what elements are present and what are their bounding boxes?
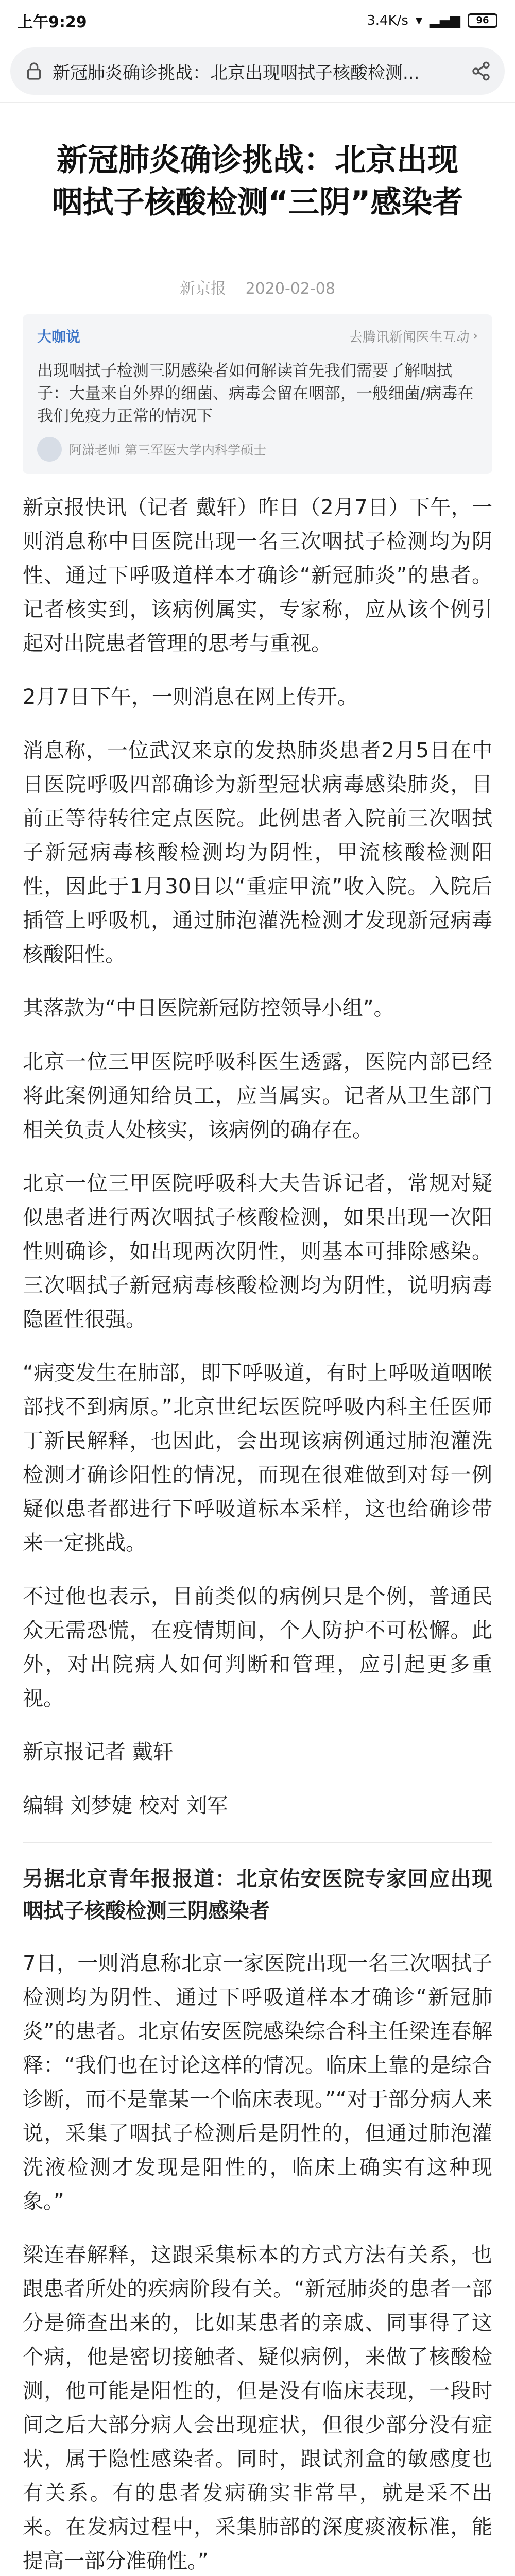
expert-qa-card[interactable] [23, 314, 492, 474]
qa-link[interactable]: 去腾讯新闻医生互动 [349, 329, 470, 345]
divider [0, 102, 515, 103]
qa-question: 出现咽拭子检测三阴感染者如何解读首先我们需要了解咽拭子：大量来自外界的细菌、病毒会留在咽部，一般细菌/病毒在我们免疫力正常的情况下 [37, 362, 474, 426]
article-source[interactable]: 新京报 [180, 280, 227, 298]
article-headline: 新冠肺炎确诊挑战：北京出现咽拭子核酸检测“三阴”感染者 [52, 142, 464, 221]
signal-icon: ▂▄▆ [430, 13, 460, 28]
paragraph: 其落款为“中日医院新冠防控领导小组”。 [23, 996, 394, 1020]
paragraph: 2月7日下午，一则消息在网上传开。 [23, 685, 358, 709]
share-icon[interactable] [471, 61, 491, 81]
paragraph: “病变发生在肺部，即下呼吸道，有时上呼吸道咽喉部找不到病原。”北京世纪坛医院呼吸内科主任医师丁新民解释，也因此，会出现该病例通过肺泡灌洗检测才确诊阳性的情况，而现在很难做到对每一例疑似患者都进行下呼吸道标本采样，这也给确诊带来一定挑战。 [23, 1361, 492, 1555]
article-meta [0, 276, 515, 298]
avatar [37, 437, 62, 462]
qa-header [37, 326, 478, 346]
qa-author-row [37, 437, 478, 462]
qa-brand: 大咖说 [37, 328, 81, 345]
paragraph: 不过他也表示，目前类似的病例只是个例，普通民众无需恐慌，在疫情期间，个人防护不可松懈。此外，对出院病人如何判断和管理，应引起更多重视。 [23, 1585, 492, 1710]
article-body [23, 490, 492, 2576]
lock-icon [24, 61, 44, 81]
wifi-icon: ▾ [415, 13, 422, 28]
section-divider [23, 1842, 492, 1843]
qa-author: 阿潇老师 第三军医大学内科学硕士 [69, 443, 266, 457]
status-right [367, 13, 497, 28]
paragraph: 新京报记者 戴轩 [23, 1740, 174, 1764]
paragraph: 北京一位三甲医院呼吸科大夫告诉记者，常规对疑似患者进行两次咽拭子核酸检测，如果出现一次阳性则确诊，如出现两次阴性，则基本可排除感染。三次咽拭子新冠病毒核酸检测均为阴性，说明病毒隐匿性很强。 [23, 1172, 492, 1331]
paragraph: 编辑 刘梦婕 校对 刘军 [23, 1794, 228, 1818]
subsection-title: 另据北京青年报报道：北京佑安医院专家回应出现咽拭子核酸检测三阴感染者 [23, 1867, 492, 1923]
article-date: 2020-02-08 [245, 280, 335, 298]
chevron-right-icon: › [472, 328, 478, 344]
page-title: 新冠肺炎确诊挑战：北京出现咽拭子核酸检测... [53, 62, 420, 83]
network-speed: 3.4K/s [367, 13, 408, 28]
paragraph: 新京报快讯（记者 戴轩）昨日（2月7日）下午，一则消息称中日医院出现一名三次咽拭子检测均为阴性、通过下呼吸道样本才确诊“新冠肺炎”的患者。记者核实到，该病例属实，专家称，应从该个例引起对出院患者管理的思考与重视。 [23, 496, 492, 655]
paragraph: 消息称，一位武汉来京的发热肺炎患者2月5日在中日医院呼吸四部确诊为新型冠状病毒感染肺炎，目前正等待转往定点医院。此例患者入院前三次咽拭子新冠病毒核酸检测均为阴性，甲流核酸检测阳性，因此于1月30日以“重症甲流”收入院。入院后插管上呼吸机，通过肺泡灌洗检测才发现新冠病毒核酸阳性。 [23, 739, 492, 967]
status-bar [0, 0, 515, 41]
paragraph: 梁连春解释，这跟采集标本的方式方法有关系，也跟患者所处的疾病阶段有关。“新冠肺炎的患者一部分是筛查出来的，比如某患者的亲戚、同事得了这个病，他是密切接触者、疑似病例，来做了核酸检测，他可能是阳性的，但是没有临床表现，一段时间之后大部分病人会出现症状，但很少部分没有症状，属于隐性感染者。同时，跟试剂盒的敏感度也有关系。有的患者发病确实非常早，就是采不出来。在发病过程中，采集肺部的深度痰液标准，能提高一部分准确性。” [23, 2243, 492, 2573]
paragraph: 7日，一则消息称北京一家医院出现一名三次咽拭子检测均为阴性、通过下呼吸道样本才确诊“新冠肺炎”的患者。北京佑安医院感染综合科主任梁连春解释：“我们也在讨论这样的情况。临床上靠的是综合诊断，而不是靠某一个临床表现。”“对于部分病人来说，采集了咽拭子检测后是阴性的，但通过肺泡灌洗液检测才发现是阳性的，临床上确实有这种现象。” [23, 1952, 492, 2213]
paragraph: 北京一位三甲医院呼吸科医生透露，医院内部已经将此案例通知给员工，应当属实。记者从卫生部门相关负责人处核实，该病例的确存在。 [23, 1050, 492, 1142]
status-time: 上午9:29 [18, 13, 87, 31]
address-bar[interactable] [10, 47, 505, 95]
battery-icon: 96 [468, 13, 497, 28]
